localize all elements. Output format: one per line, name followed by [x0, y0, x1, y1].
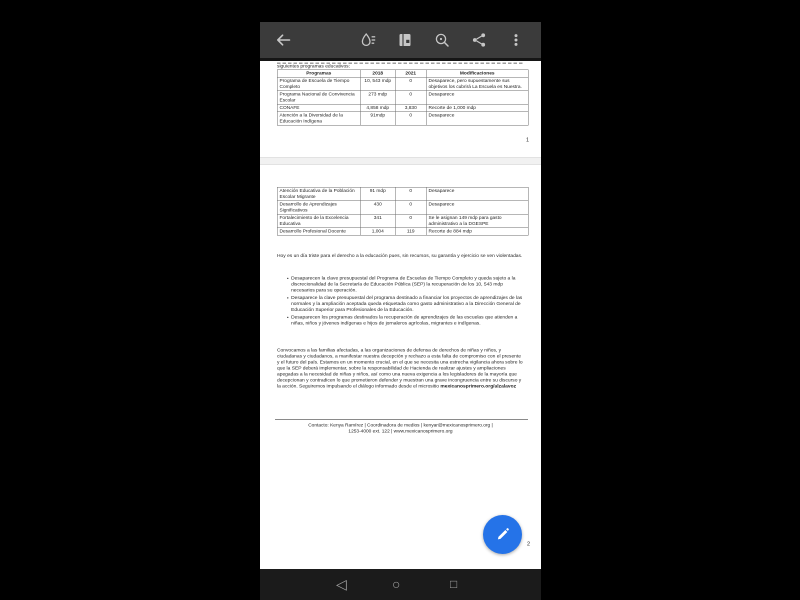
search-icon — [433, 31, 451, 49]
cell-modificaciones: Desaparece — [426, 187, 528, 201]
contact-line-1: Contacto: Kenya Ramírez | Coordinadora de medios | kenyar@mexicanosprimero.org | — [308, 422, 493, 428]
bullet-icon: • — [287, 276, 289, 281]
cell-2021: 0 — [395, 112, 426, 126]
cell-modificaciones: Desaparece, pero supuestamente sus objetivos los cubrirá La Escuela es Nuestra. — [426, 77, 528, 91]
toolbar-actions — [359, 31, 525, 49]
bullet-item — [287, 276, 525, 294]
overflow-menu-icon — [507, 31, 525, 49]
contact-info — [277, 423, 524, 435]
cell-2018: 273 mdp — [360, 91, 395, 105]
table-row — [277, 91, 528, 105]
cell-modificaciones: Desaparece — [426, 201, 528, 215]
bullet-icon: • — [287, 295, 289, 301]
pencil-icon — [494, 526, 512, 544]
table-row — [277, 77, 528, 91]
cell-programa: Atención a la Diversidad de la Educación Indígena — [277, 112, 360, 126]
page-number-2: 2 — [526, 541, 530, 547]
paragraph-call-to-action — [277, 348, 523, 390]
cell-2021: 0 — [395, 214, 426, 228]
page-view-icon — [396, 31, 414, 49]
back-arrow-icon — [274, 31, 292, 49]
cell-modificaciones: Se le asignan 149 mdp para gasto administrativo a la DGESPE — [426, 214, 528, 228]
cell-2018: 10, 543 mdp — [360, 77, 395, 91]
cell-programa: Desarrollo de Aprendizajes Significativos — [277, 201, 360, 215]
page-view-button[interactable] — [396, 31, 414, 49]
microsite-link: mexicanosprimero.org/alzalavoz — [440, 383, 517, 389]
search-button[interactable] — [433, 31, 451, 49]
paragraph-intro: Hoy es un día triste para el derecho a la educación pues, sin recursos, su garantía y ejercicio se ven violentadas. — [277, 253, 523, 259]
table-row — [277, 214, 528, 228]
footer-divider — [275, 419, 528, 420]
bullet-list — [287, 276, 525, 329]
intro-text: siguientes programas educativos: — [277, 63, 350, 69]
nav-recents-button[interactable]: □ — [450, 577, 458, 591]
column-header-2021: 2021 — [395, 70, 426, 78]
edit-fab[interactable] — [483, 515, 522, 554]
back-button[interactable] — [274, 31, 292, 49]
bullet-item — [287, 315, 525, 327]
document-viewport[interactable] — [260, 58, 541, 569]
bullet-text: Desaparece la clave presupuestal del programa destinado a financiar los proyectos de aprendizajes de las normales y la ampliación aceptada queda etiquetada como gasto administrativo a la Dirección General de Educación Superior para Profesionales de la Educación. — [291, 295, 523, 313]
pdf-viewer-toolbar — [260, 22, 541, 58]
table-header-row — [277, 70, 528, 78]
paragraph-text: Convocamos a las familias afectadas, a las organizaciones de defensa de derechos de niñas y niños, y ciudadanas y ciudadanos, a manifestar nuestra decepción y rechazo a esta falta de compromiso con el presente y el futuro del país. Estamos en un momento crucial, en el que se necesita una estrecha vigilancia ahora sobre lo que la SEP deberá implementar, sobre la responsabilidad de Hacienda de realizar ajustes y ampliaciones apegadas a la necesidad de niñas y niños, así como una nueva exigencia a los legisladores de la mayoría que decepcionan y contradicen lo que prometieron defender y muestran una grave incongruencia entre su discurso y la acción. Seguiremos impulsando el diálogo informado desde el micrositio — [277, 347, 523, 389]
bullet-text: Desaparecen los programas destinados la recuperación de aprendizajes de las escuelas que atienden a niñas, niños y jóvenes indígenas e hijos de jornaleros agrícolas, migrantes e indígenas. — [291, 314, 518, 326]
cell-programa: Desarrollo Profesional Docente — [277, 228, 360, 236]
table-row — [277, 187, 528, 201]
cell-2018: 1,004 — [360, 228, 395, 236]
programs-table-page1 — [277, 70, 529, 126]
nav-home-button[interactable]: ○ — [392, 576, 401, 592]
cell-programa: Programa Nacional de Convivencia Escolar — [277, 91, 360, 105]
cut-content-strip — [260, 58, 541, 61]
cell-2018: 341 — [360, 214, 395, 228]
phone-screen — [260, 0, 541, 600]
cell-2021: 0 — [395, 201, 426, 215]
cell-modificaciones: Desaparece — [426, 91, 528, 105]
table-row — [277, 104, 528, 112]
cell-2018: 430 — [360, 201, 395, 215]
liquid-mode-icon — [359, 31, 377, 49]
bullet-item — [287, 295, 525, 313]
document-pages — [260, 58, 541, 569]
programs-table-page2 — [277, 187, 529, 236]
status-bar — [260, 0, 541, 22]
cell-programa: CONAFE — [277, 104, 360, 112]
column-header-2018: 2018 — [360, 70, 395, 78]
column-header-programas: Programas — [277, 70, 360, 78]
cell-2021: 119 — [395, 228, 426, 236]
nav-back-button[interactable]: ◁ — [336, 576, 347, 592]
cell-2018: 4,858 mdp — [360, 104, 395, 112]
cell-modificaciones: Recorte de 884 mdp — [426, 228, 528, 236]
cell-modificaciones: Recorte de 1,000 mdp — [426, 104, 528, 112]
android-nav-bar — [260, 569, 541, 600]
overflow-menu-button[interactable] — [507, 31, 525, 49]
liquid-mode-button[interactable] — [359, 31, 377, 49]
cell-programa: Atención Educativa de la Población Escolar Migrante — [277, 187, 360, 201]
contact-line-2: 1253-4000 ext. 122 | www.mexicanosprimero.org — [348, 428, 453, 434]
cell-programa: Fortalecimiento de la Excelencia Educativa — [277, 214, 360, 228]
cell-2021: 0 — [395, 187, 426, 201]
cell-2021: 0 — [395, 91, 426, 105]
cell-modificaciones: Desaparece — [426, 112, 528, 126]
table-row — [277, 201, 528, 215]
cell-2018: 91mdp — [360, 112, 395, 126]
column-header-modificaciones: Modificaciones — [426, 70, 528, 78]
cell-2021: 3,830 — [395, 104, 426, 112]
share-icon — [470, 31, 488, 49]
page-break — [260, 157, 541, 165]
table-row — [277, 112, 528, 126]
bullet-text: Desaparecen la clave presupuestal del Programa de Escuelas de Tiempo Completo y queda sujeto a la discrecionalidad de la Secretaría de Educación Pública (SEP) la recuperación de los 10, 543 mdp necesarios para su operación. — [291, 275, 516, 293]
page-number-1: 1 — [525, 137, 529, 143]
cell-2021: 0 — [395, 77, 426, 91]
table-row — [277, 228, 528, 236]
cell-2018: 91 mdp — [360, 187, 395, 201]
share-button[interactable] — [470, 31, 488, 49]
bullet-icon: • — [287, 315, 289, 320]
cell-programa: Programa de Escuela de Tiempo Completo — [277, 77, 360, 91]
